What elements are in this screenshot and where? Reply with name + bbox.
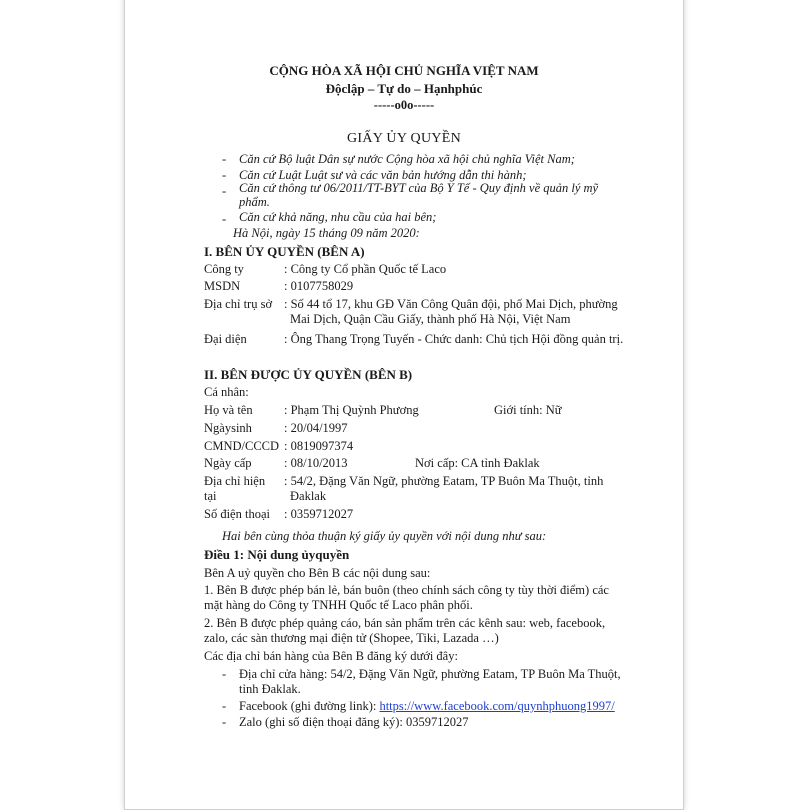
article-1-heading: Điều 1: Nội dung ủyquyền <box>204 547 350 562</box>
addresses-intro: Các địa chỉ bán hàng của Bên B đăng ký dưới đây: <box>204 649 458 663</box>
dob-value: : 20/04/1997 <box>284 421 348 435</box>
current-address-value-continued: Đaklak <box>290 489 327 503</box>
header-divider: -----o0o----- <box>373 98 435 112</box>
motto: Độclập – Tự do – Hạnhphúc <box>325 81 483 96</box>
basis-item: Căn cứ thông tư 06/2011/TT-BYT của Bộ Y Tế - Quy định về quản lý mỹ <box>239 181 599 195</box>
name-value: : Phạm Thị Quỳnh Phương <box>284 403 419 417</box>
representative-label: Đại diện <box>204 332 247 346</box>
bullet-dash: - <box>222 699 227 713</box>
issue-date-label: Ngày cấp <box>204 456 252 470</box>
document-title: GIẤY ỦY QUYỀN <box>346 131 462 146</box>
clause-2: 2. Bên B được phép quảng cáo, bán sản phẩm trên các kênh sau: web, facebook, <box>204 616 606 630</box>
party-a-heading: I. BÊN ỦY QUYỀN (BÊN A) <box>204 244 365 259</box>
phone-value: : 0359712027 <box>284 507 354 521</box>
msdn-label: MSDN <box>204 279 241 293</box>
basis-item-continued: phẩm. <box>239 195 270 209</box>
issue-place: Nơi cấp: CA tỉnh Đaklak <box>415 456 540 470</box>
article-1-intro: Bên A uỷ quyền cho Bên B các nội dung sau: <box>204 566 431 580</box>
document-page <box>124 0 684 810</box>
dob-label: Ngàysinh <box>204 421 252 435</box>
company-value: : Công ty Cổ phần Quốc tế Laco <box>284 262 447 276</box>
bullet-dash: - <box>222 184 227 198</box>
id-value: : 0819097374 <box>284 439 354 453</box>
zalo-line: Zalo (ghi số điện thoại đăng ký): 0359712027 <box>239 715 469 729</box>
facebook-link[interactable]: https://www.facebook.com/quynhphuong1997/ <box>379 699 615 713</box>
bullet-dash: - <box>222 168 227 182</box>
issue-date-value: : 08/10/2013 <box>284 456 348 470</box>
representative-value: : Ông Thang Trọng Tuyến - Chức danh: Chủ tịch Hội đồng quản trị. <box>284 332 624 346</box>
facebook-label: Facebook (ghi đường link): <box>239 699 380 713</box>
bullet-dash: - <box>222 212 227 226</box>
address-value: : Số 44 tổ 17, khu GĐ Văn Công Quân đội, phố Mai Dịch, phường <box>284 297 618 311</box>
agreement-line: Hai bên cùng thỏa thuận ký giấy ủy quyền với nội dung như sau: <box>222 529 547 543</box>
current-address-label-continued: tại <box>204 489 217 503</box>
bullet-dash: - <box>222 667 227 681</box>
clause-2-continued: zalo, các sàn thương mại điện tử (Shopee, Tiki, Lazada …) <box>204 631 499 645</box>
facebook-line <box>239 699 615 714</box>
address-value-continued: Mai Dịch, Quận Cầu Giấy, thành phố Hà Nội, Việt Nam <box>290 312 571 326</box>
phone-label: Số điện thoại <box>204 507 270 521</box>
clause-1: 1. Bên B được phép bán lẻ, bán buôn (theo chính sách công ty tùy thời điểm) các <box>204 583 609 597</box>
id-label: CMND/CCCD <box>204 439 280 453</box>
bullet-dash: - <box>222 152 227 166</box>
date-line: Hà Nội, ngày 15 tháng 09 năm 2020: <box>233 226 420 240</box>
current-address-value: : 54/2, Đặng Văn Ngữ, phường Eatam, TP Buôn Ma Thuột, tỉnh <box>284 474 604 488</box>
basis-item: Căn cứ Luật Luật sư và các văn bản hướng dẫn thi hành; <box>239 168 527 182</box>
gender: Giới tính: Nữ <box>494 403 562 417</box>
nation-heading: CỘNG HÒA XÃ HỘI CHỦ NGHĨA VIỆT NAM <box>269 63 539 78</box>
name-label: Họ và tên <box>204 403 253 417</box>
clause-1-continued: mặt hàng do Công ty TNHH Quốc tế Laco phân phối. <box>204 598 473 612</box>
bullet-dash: - <box>222 715 227 729</box>
store-address-continued: tỉnh Đaklak. <box>239 682 301 696</box>
msdn-value: : 0107758029 <box>284 279 354 293</box>
store-address: Địa chỉ cửa hàng: 54/2, Đặng Văn Ngữ, phường Eatam, TP Buôn Ma Thuột, <box>239 667 621 681</box>
company-label: Công ty <box>204 262 244 276</box>
address-label: Địa chỉ trụ sở <box>204 297 273 311</box>
basis-item: Căn cứ khả năng, nhu cầu của hai bên; <box>239 210 437 224</box>
individual-label: Cá nhân: <box>204 385 249 399</box>
current-address-label: Địa chỉ hiện <box>204 474 266 488</box>
party-b-heading: II. BÊN ĐƯỢC ỦY QUYỀN (BÊN B) <box>204 367 413 382</box>
basis-item: Căn cứ Bộ luật Dân sự nước Cộng hòa xã hội chủ nghĩa Việt Nam; <box>239 152 575 166</box>
